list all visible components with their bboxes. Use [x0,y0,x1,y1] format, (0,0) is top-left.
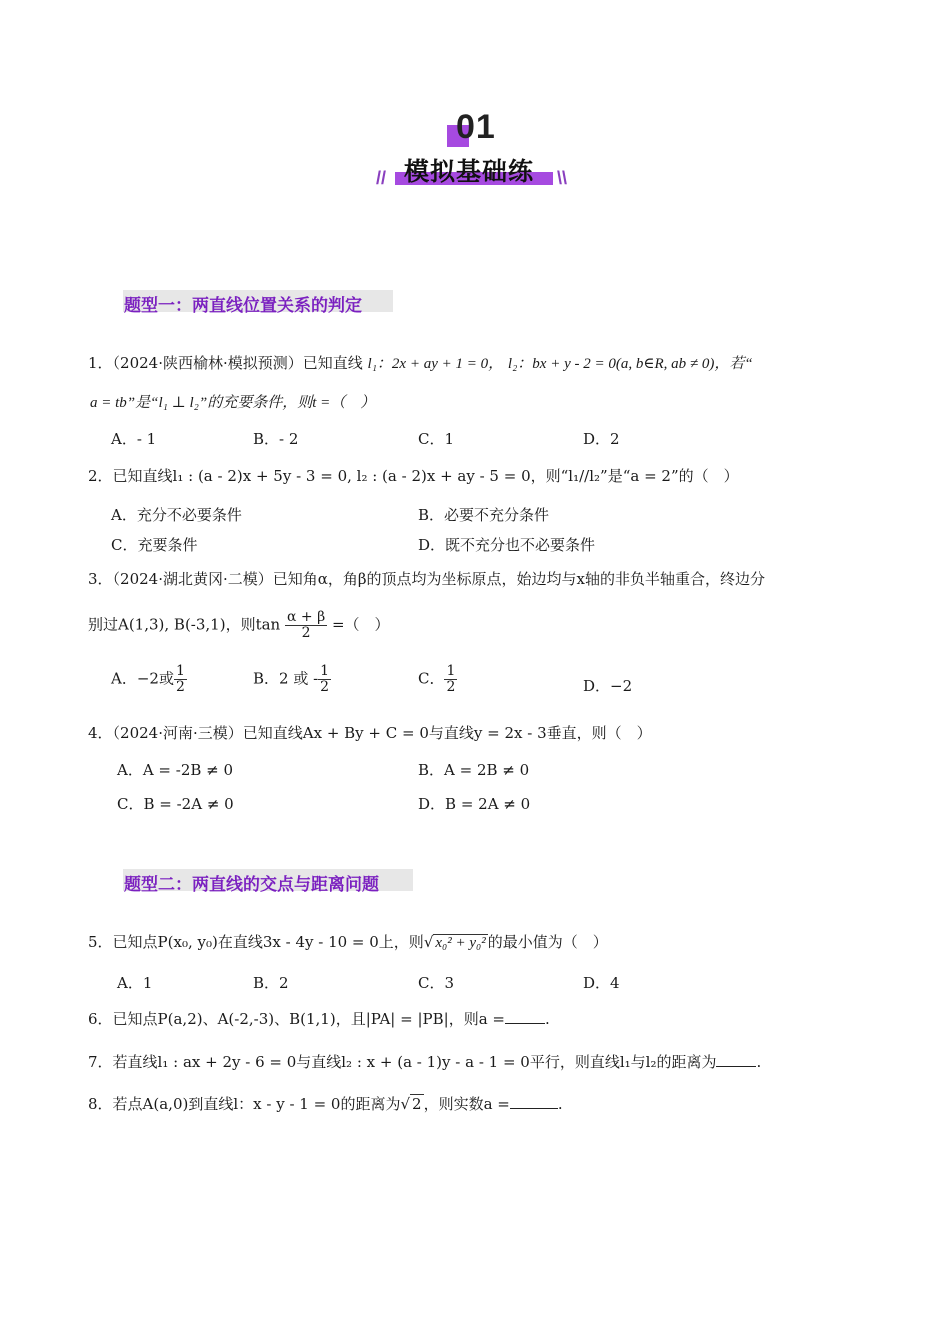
q7-text: 7．若直线l₁ : ax + 2y - 6 = 0与直线l₂ : x + (a - 1)y - a - 1 = 0平行，则直线l₁与l₂的距离为 [88,1053,717,1071]
question-5 [88,932,608,953]
q3-c-den: 2 [446,679,456,695]
q8-period: . [557,1095,563,1113]
q2-option-d[interactable]: D．既不充分也不必要条件 [418,536,596,554]
q4-option-d[interactable]: D．B = 2A ≠ 0 [418,795,531,813]
q1-option-c[interactable]: C．1 [418,430,455,448]
q3-line2-end: =（ ） [331,615,390,634]
q3-frac-num: α + β [287,609,326,625]
q1-number: 1． [88,354,113,372]
section-2-label: 题型二：两直线的交点与距离问题 [124,875,379,894]
q3-b-den: 2 [320,679,330,695]
q4-option-a[interactable]: A．A = -2B ≠ 0 [117,761,234,779]
question-4: 4．（2024·河南·三模）已知直线Ax + By + C = 0与直线y = 2x - 3垂直，则（ ） [88,724,652,742]
q7-period: . [756,1053,762,1071]
q3-line2-text: 别过A(1,3), B(-3,1)，则tan [88,615,281,634]
q8-sqrt-content: 2 [412,1095,422,1113]
q5-option-a[interactable]: A．1 [117,974,153,992]
q7-answer-blank[interactable] [716,1052,756,1067]
header-title: 模拟基础练 [404,158,535,186]
q3-option-c-text: C． [418,669,445,688]
question-7 [88,1052,761,1072]
q3-option-a-text: A．−2或 [111,669,174,688]
q8-mid: ，则实数a = [423,1095,510,1113]
q5-option-d[interactable]: D．4 [583,974,620,992]
q3-a-num: 1 [175,663,185,679]
q3-option-a-fraction [174,664,187,695]
q3-frac-den: 2 [301,625,311,641]
q6-answer-blank[interactable] [505,1009,545,1024]
question-6 [88,1009,550,1029]
q3-a-den: 2 [175,679,185,695]
question-1-line-2: a = tb”是“l₁ ⊥ l₂”的充要条件，则t =（ ） [90,395,376,411]
q2-option-a[interactable]: A．充分不必要条件 [111,506,242,524]
question-3-line-1: 3．（2024·湖北黄冈·二模）已知角α，角β的顶点均为坐标原点，始边均与x轴的非负半轴重合，终边分 [88,570,766,588]
q3-option-b-text: B．2 或 - [253,669,319,688]
q8-answer-blank[interactable] [510,1094,558,1109]
q1-l1: l₁：2x + ay + 1 = 0， [367,356,504,372]
q3-fraction [285,610,327,641]
q8-text: 8．若点A(a,0)到直线l：x - y - 1 = 0的距离为 [88,1095,401,1113]
q5-option-c[interactable]: C．3 [418,974,455,992]
q1-source: （2024·陕西榆林·模拟预测）已知直线 [112,354,363,372]
q1-option-d[interactable]: D．2 [583,430,620,448]
q3-c-num: 1 [446,663,456,679]
q3-option-c[interactable] [418,664,457,695]
q3-option-b[interactable] [253,664,331,695]
q3-option-d[interactable]: D．−2 [583,677,633,695]
question-3-line-2 [88,610,390,641]
question-1-line-1 [88,353,753,374]
q2-option-c[interactable]: C．充要条件 [111,536,198,554]
q4-option-b[interactable]: B．A = 2B ≠ 0 [418,761,530,779]
header-number: 01 [456,108,496,146]
sqrt-icon: √ [423,933,434,951]
q3-option-c-fraction [444,664,457,695]
q5-pre: 5．已知点P(x₀, y₀)在直线3x - 4y - 10 = 0上，则 [88,933,424,951]
q1-option-a[interactable]: A．- 1 [111,430,157,448]
q5-post: 的最小值为（ ） [487,933,608,951]
q4-option-c[interactable]: C．B = -2A ≠ 0 [117,795,234,813]
right-deco: \\ [557,168,568,188]
question-8 [88,1094,563,1114]
section-1-label: 题型一：两直线位置关系的判定 [124,296,362,315]
q6-text: 6．已知点P(a,2)、A(-2,-3)、B(1,1)，且|PA| = |PB|，则a = [88,1010,505,1028]
q1-option-b[interactable]: B．- 2 [253,430,299,448]
question-2: 2．已知直线l₁ : (a - 2)x + 5y - 3 = 0, l₂ : (a - 2)x + ay - 5 = 0，则“l₁//l₂”是“a = 2”的（ ） [88,467,739,485]
sqrt-icon: √ [400,1095,411,1113]
q5-option-b[interactable]: B．2 [253,974,289,992]
q3-option-a[interactable] [111,664,187,695]
q3-b-num: 1 [320,663,330,679]
left-deco: // [376,168,387,188]
q5-sqrt-content: x₀² + y₀² [435,935,486,951]
q3-option-b-fraction [318,664,331,695]
q2-option-b[interactable]: B．必要不充分条件 [418,506,550,524]
q6-period: . [544,1010,550,1028]
q1-l2: l₂：bx + y - 2 = 0(a, b∈R, ab ≠ 0)，若“ [507,356,753,372]
